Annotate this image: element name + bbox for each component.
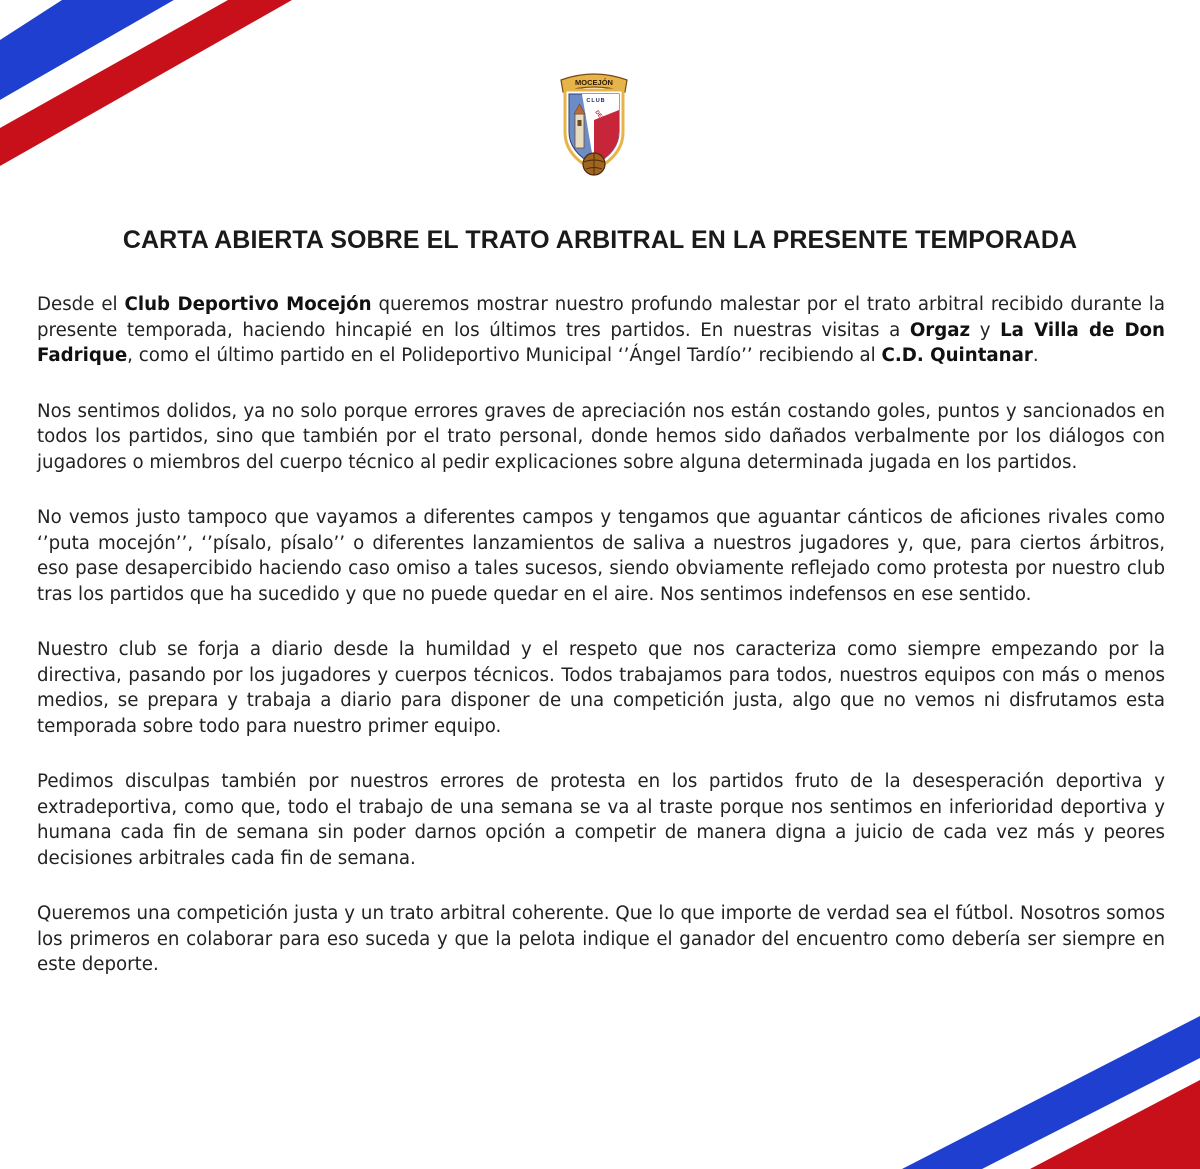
crest-name-text: MOCEJÓN <box>575 78 613 87</box>
club-crest-logo <box>558 70 630 180</box>
text-span: queremos mostrar nuestro profundo malestar por el trato arbitral recibido durante la presente temporada, haciendo hincapié en los últimos tres partidos. En nuestras visitas a <box>37 294 1165 341</box>
top-left-white-stripe <box>0 0 228 128</box>
bold-cd-quintanar: C.D. Quintanar <box>881 345 1033 366</box>
bottom-right-stripes <box>902 1016 1200 1169</box>
crest-club-text: CLUB <box>586 98 606 104</box>
bottom-right-blue-stripe <box>902 1016 1200 1169</box>
letter-body <box>37 292 1165 1008</box>
paragraph-6: Queremos una competición justa y un trato arbitral coherente. Que lo que importe de verdad sea el fútbol. Nosotros somos los primeros en colaborar para eso suceda y que la pelota indique el ganador del encuentro como debería ser siempre en este deporte. <box>37 903 1165 975</box>
paragraph-1 <box>37 292 1165 369</box>
bold-club-name: Club Deportivo Mocejón <box>124 294 372 315</box>
paragraph-4: Nuestro club se forja a diario desde la humildad y el respeto que nos caracteriza como siempre empezando por la directiva, pasando por los jugadores y cuerpos técnicos. Todos trabajamos para todos, nuestros equipos con más o menos medios, se prepara y trabaja a diario para disponer de una competición justa, algo que no vemos ni disfrutamos esta temporada sobre todo para nuestro primer equipo. <box>37 639 1165 737</box>
top-left-red-stripe <box>0 0 292 166</box>
top-left-blue-stripe <box>0 0 58 37</box>
bottom-right-red-stripe <box>1030 1080 1200 1169</box>
top-left-stripes <box>0 0 292 166</box>
top-left-blue-stripe <box>0 0 174 100</box>
text-span: y <box>970 319 1001 341</box>
paragraph-2: Nos sentimos dolidos, ya no solo porque errores graves de apreciación nos están costando goles, puntos y sancionados en todos los partidos, sino que también por el trato personal, donde hemos sido dañados verbalmente por los diálogos con jugadores o miembros del cuerpo técnico al pedir explicaciones sobre alguna determinada jugada en los partidos. <box>37 400 1165 473</box>
paragraph-3: No vemos justo tampoco que vayamos a diferentes campos y tengamos que aguantar cánticos de aficiones rivales como ‘’puta mocejón’’, ‘’písalo, písalo’’ o diferentes lanzamientos de saliva a nuestros jugadores y, que, para ciertos árbitros, eso pase desapercibido haciendo caso omiso a tales sucesos, siendo obviamente reflejado como protesta por nuestro club tras los partidos que ha sucedido y que no puede quedar en el aire. Nos sentimos indefensos en ese sentido. <box>37 507 1165 605</box>
bold-orgaz: Orgaz <box>909 319 971 341</box>
crest-tower-window <box>578 120 582 126</box>
text-span: , como el último partido en el Polideportivo Municipal ‘’Ángel Tardío’’ recibiendo al <box>127 345 882 366</box>
bold-villa-don-fadrique: La Villa de Don Fadrique <box>37 319 1165 366</box>
text-span: Desde el <box>37 294 125 315</box>
letter-title: CARTA ABIERTA SOBRE EL TRATO ARBITRAL EN LA PRESENTE TEMPORADA <box>122 226 1078 254</box>
crest-tower <box>575 114 584 148</box>
crest-deportivo-text: DEPORTIVO <box>593 109 619 139</box>
paragraph-5: Pedimos disculpas también por nuestros errores de protesta en los partidos fruto de la desesperación deportiva y extradeportiva, como que, todo el trabajo de una semana se va al traste porque nos sentimos en inferioridad deportiva y humana cada fin de semana sin poder darnos opción a competir de manera digna a juicio de cada vez más y peores decisiones arbitrales cada fin de semana. <box>37 771 1165 869</box>
text-span: . <box>1032 345 1039 366</box>
